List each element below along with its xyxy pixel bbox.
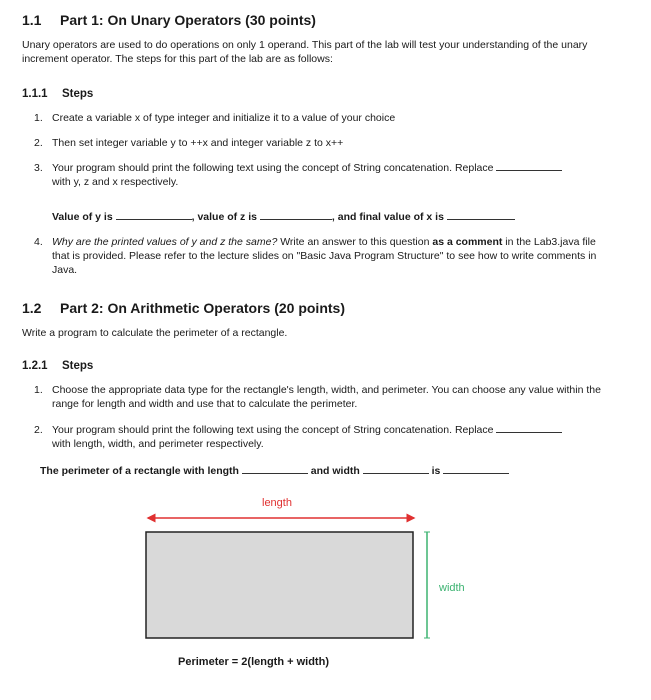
part2-intro: Write a program to calculate the perimeter of a rectangle. xyxy=(22,327,288,339)
part2-title: Part 2: On Arithmetic Operators (20 points) xyxy=(60,300,345,316)
step-number: 2. xyxy=(34,424,43,436)
part2-steps-number: 1.2.1 xyxy=(22,360,48,372)
step-number: 1. xyxy=(34,112,43,124)
width-label: width xyxy=(439,582,465,594)
step-emphasis: as a comment xyxy=(432,236,503,248)
template-text-a: The perimeter of a rectangle with length xyxy=(40,465,239,477)
step-text-a: Your program should print the following text using the concept of String concatenation. Replace xyxy=(52,162,494,174)
length-label: length xyxy=(262,497,292,509)
rectangle-shape xyxy=(146,532,413,638)
template-text-c: , and final value of x is xyxy=(331,211,444,223)
template-text-b: and width xyxy=(310,465,360,477)
part1-title: Part 1: On Unary Operators (30 points) xyxy=(60,12,316,28)
step-text-b: with length, width, and perimeter respectively. xyxy=(52,438,264,450)
step-text: Choose the appropriate data type for the rectangle's length, width, and perimeter. You can choose any value within the range for length and width and use that to calculate the perimeter. xyxy=(52,384,601,410)
step-text-a: Your program should print the following text using the concept of String concatenation. Replace xyxy=(52,424,494,436)
part1-intro: Unary operators are used to do operations on only 1 operand. This part of the lab will test your understanding of the unary increment operator. The steps for this part of the lab are as follows: xyxy=(22,39,588,65)
step-text-b: with y, z and x respectively. xyxy=(52,176,179,188)
part1-steps-title: Steps xyxy=(62,88,94,100)
template-text-a: Value of y is xyxy=(52,211,113,223)
step-number: 2. xyxy=(34,137,43,149)
step-text-b: Write an answer to this question xyxy=(277,236,433,248)
part2-steps-title: Steps xyxy=(62,360,94,372)
template-text-b: , value of z is xyxy=(191,211,257,223)
step-number: 1. xyxy=(34,384,43,396)
step-text-d: in the Lab3.java file that is provided. Please refer to the lecture slides on "Basic Java Program Structure" to see how to write comments in Java. xyxy=(52,236,597,276)
step-text: Then set integer variable y to ++x and integer variable z to x++ xyxy=(52,137,344,149)
part1-steps-number: 1.1.1 xyxy=(22,88,48,100)
step-number: 3. xyxy=(34,162,43,174)
step-question: Why are the printed values of y and z the same? xyxy=(52,236,278,248)
part1-number: 1.1 xyxy=(22,12,42,28)
perimeter-formula: Perimeter = 2(length + width) xyxy=(178,656,329,668)
part2-number: 1.2 xyxy=(22,300,42,316)
step-number: 4. xyxy=(34,236,43,248)
template-text-c: is xyxy=(431,465,441,477)
step-text: Create a variable x of type integer and initialize it to a value of your choice xyxy=(52,112,396,124)
